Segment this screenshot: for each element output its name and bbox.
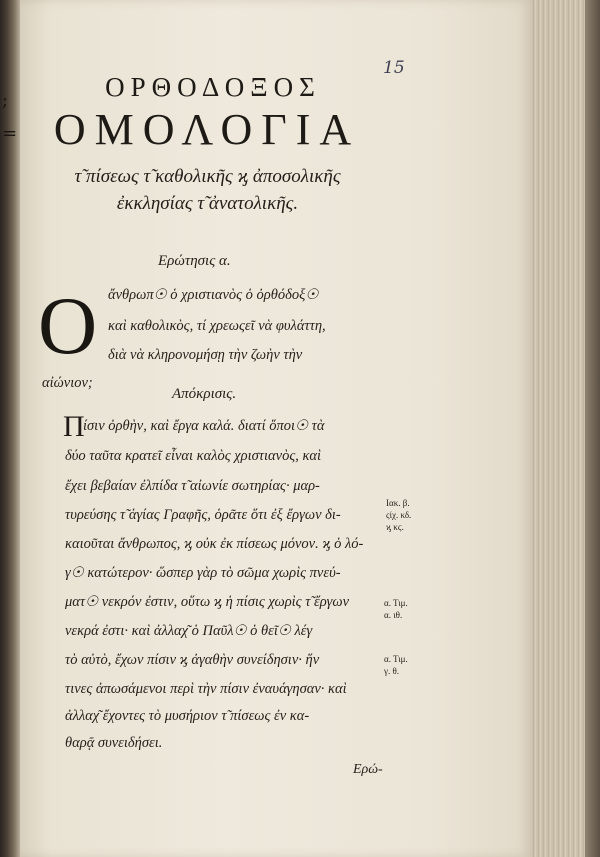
book-binding-edge	[0, 0, 20, 857]
question-line: διὰ νὰ κληρονομήσῃ τὴν ζωὴν τὴν	[108, 347, 303, 363]
answer-line: ἀλλαχ͂ ἔχοντες τὸ μυσήριον τ̃ πίσεως ἐν κα-	[65, 708, 310, 724]
binding-mark: =	[2, 123, 18, 144]
answer-heading: Απόκρισις.	[172, 386, 237, 402]
answer-line: ίσιν ὀρθὴν, καὶ ἔργα καλά. διατί ὅποι☉ τὰ	[83, 418, 325, 434]
margin-note: α. Τιμ. γ. θ.	[384, 654, 408, 676]
answer-line: ματ☉ νεκρόν ἐστιν, οὕτω ϗ ἡ πίσις χωρὶς τ̃ ἔργων	[65, 594, 350, 610]
answer-line: θαρᾷ συνειδήσει.	[65, 735, 163, 751]
answer-line: τὸ αὐτὸ, ἔχων πίσιν ϗ ἀγαθὴν συνείδησιν· ἥν	[65, 652, 320, 668]
answer-line: ἔχει βεβαίαν ἐλπίδα τ̃ αἰωνίε σωτηρίας· μαρ-	[65, 478, 320, 494]
answer-line: νεκρά ἐστι· καὶ ἀλλαχ͂ ὁ Παῦλ☉ ὁ θεῖ☉ λέγ	[65, 623, 313, 639]
title-line-2: ΟΜΟΛΟΓΙΑ	[53, 105, 361, 154]
folio-number: 15	[383, 58, 405, 78]
subtitle-line-1: τ̃ πίσεως τ̃ καθολικῆς ϗ ἀποσολικῆς	[74, 166, 341, 187]
subtitle-line-2: ἐκκλησίας τ̃ ἀνατολικῆς.	[116, 193, 299, 214]
book-spine-shadow	[585, 0, 600, 857]
binding-mark: ;	[2, 90, 9, 111]
margin-note: Ιακ. β. ςίχ. κδ. ϗ κϛ.	[386, 498, 412, 532]
question-heading: Ερώτησις α.	[158, 253, 231, 269]
answer-line: τινες ἀπωσάμενοι περὶ τὴν πίσιν ἐναυάγησαν· καὶ	[65, 681, 347, 697]
answer-line: γ☉ κατώτερον· ὥσπερ γὰρ τὸ σῶμα χωρὶς πνεύ-	[65, 565, 341, 581]
drop-cap: Ο	[38, 280, 98, 371]
question-line: αἰώνιον;	[42, 375, 93, 391]
margin-note: α. Τιμ. α. ιθ.	[384, 598, 408, 620]
question-line: καὶ καθολικὸς, τί χρεωςεῖ νὰ φυλάττη,	[108, 318, 326, 334]
catchword: Ερώ-	[353, 762, 383, 777]
answer-line: τυρεύσης τ̃ ἁγίας Γραφῆς, ὁρᾶτε ὅτι ἐξ ἔργων δι-	[65, 507, 341, 523]
answer-initial: Π	[63, 410, 85, 443]
question-line: ἄνθρωπ☉ ὁ χριστιανὸς ὁ ὀρθόδοξ☉	[108, 287, 319, 303]
answer-line: καιοῦται ἄνθρωπος, ϗ οὐκ ἐκ πίσεως μόνον. ϗ ὁ λό-	[65, 536, 364, 552]
title-line-1: ΟΡΘΟΔΟΞΟΣ	[105, 72, 321, 102]
answer-line: δύο ταῦτα κρατεῖ εἶναι καλὸς χριστιανὸς, καὶ	[65, 448, 322, 464]
